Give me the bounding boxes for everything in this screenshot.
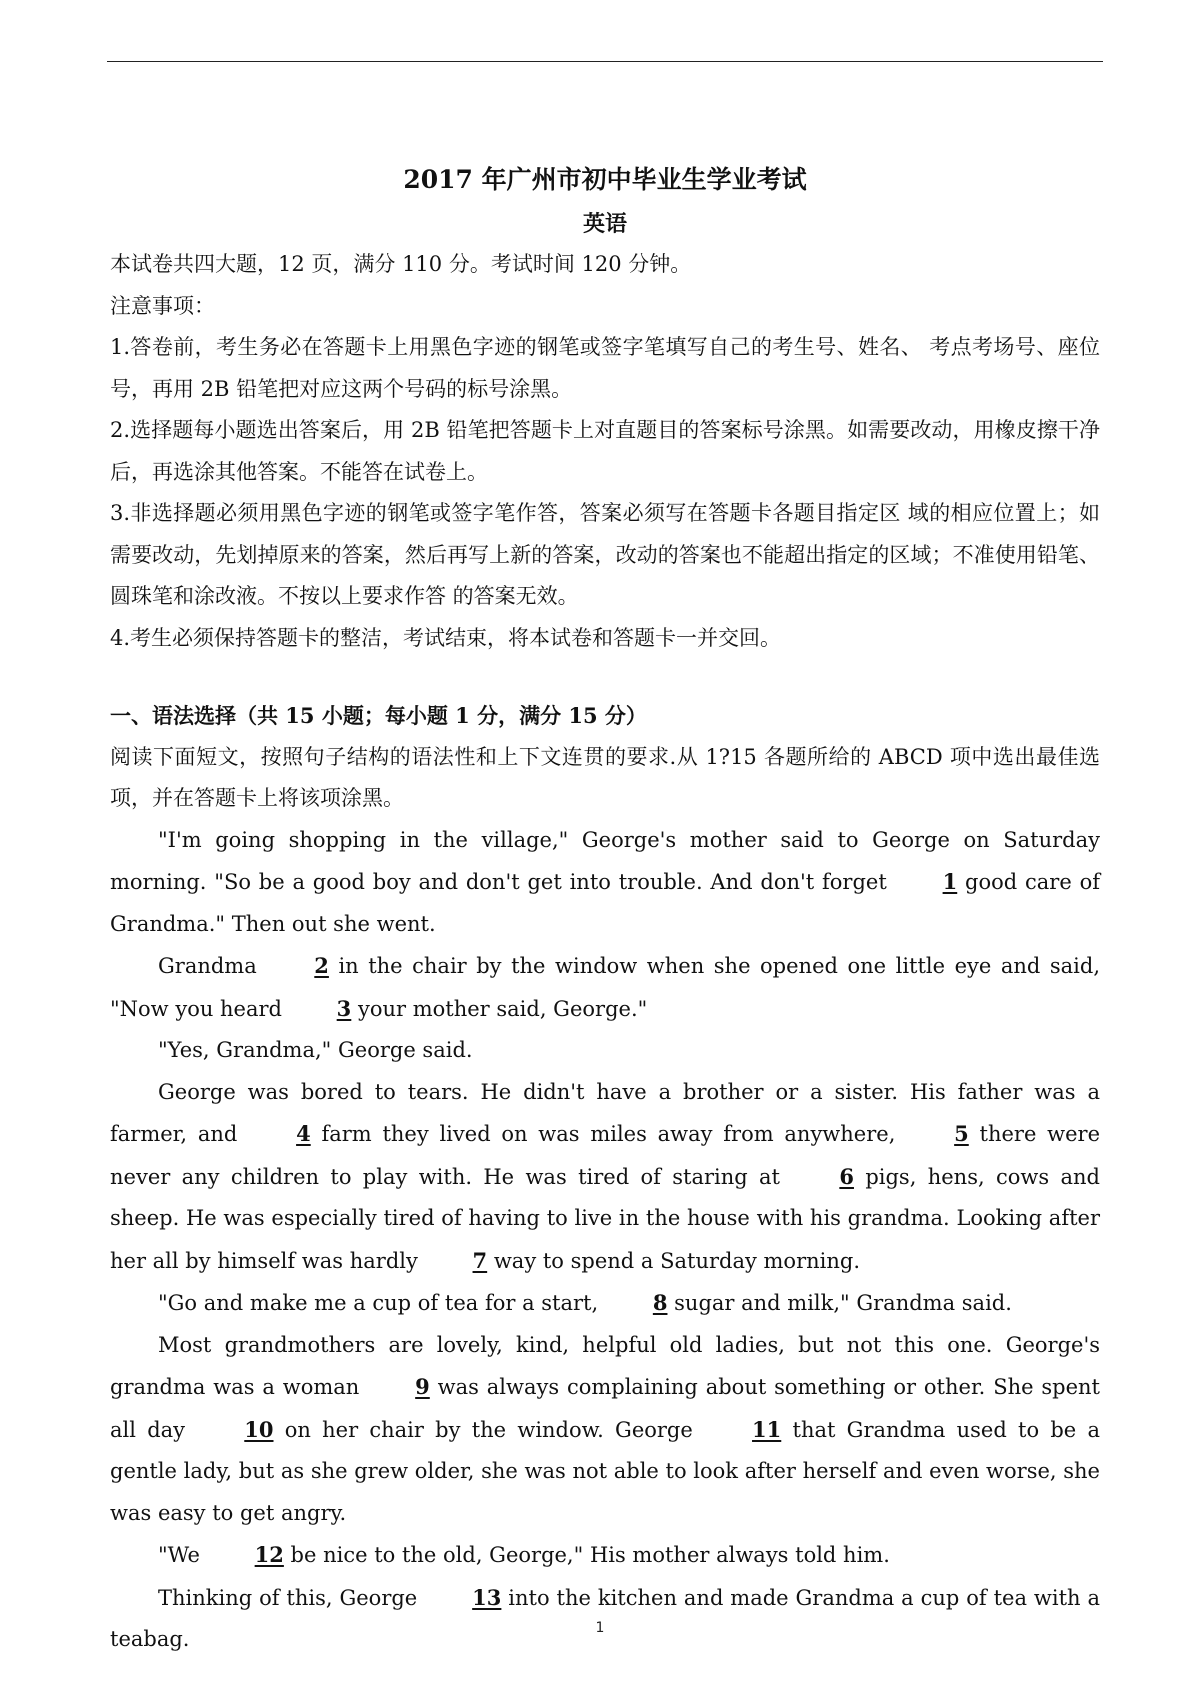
passage-text: Most grandmothers are lovely, kind, helpful old ladies, but not this one. George's grandma was a woman	[110, 1332, 1100, 1399]
passage-text: George was bored to tears. He didn't have a brother or a sister. His father was a farmer, and	[110, 1079, 1100, 1146]
passage-text: "I'm going shopping in the village," George's mother said to George on Saturday morning. "So be a good boy and don't get into trouble. And don't forget	[110, 827, 1100, 894]
blank-5: 5	[954, 1121, 969, 1146]
note-4: 4.考生必须保持答题卡的整洁，考试结束，将本试卷和答题卡一并交回。	[110, 625, 782, 650]
blank-13: 13	[472, 1584, 502, 1610]
blank-12: 12	[254, 1542, 284, 1567]
passage-text: "We	[158, 1543, 207, 1567]
blank-4: 4	[296, 1121, 311, 1146]
header-rule	[107, 61, 1103, 62]
blank-6: 6	[839, 1163, 854, 1189]
passage-text: on her chair by the window. George	[273, 1417, 705, 1442]
passage-text: good care of Grandma." Then out she went.	[110, 870, 1100, 936]
passage-paragraph	[110, 1325, 1100, 1535]
note-1: 1.答卷前，考生务必在答题卡上用黑色字迹的钢笔或签字笔填写自己的考生号、姓名、 考点考场号、座位号，再用 2B 铅笔把对应这两个号码的标号涂黑。	[110, 335, 1100, 401]
section-heading: 一、语法选择（共 15 小题；每小题 1 分，满分 15 分）	[110, 703, 647, 728]
passage-text: sugar and milk," Grandma said.	[667, 1291, 1012, 1315]
exam-summary: 本试卷共四大题，12 页，满分 110 分。考试时间 120 分钟。	[110, 252, 692, 276]
notice-label: 注意事项：	[110, 293, 215, 318]
passage-paragraph	[110, 945, 1100, 1030]
passage-text: way to spend a Saturday morning.	[487, 1248, 860, 1273]
passage-text: Grandma	[158, 954, 267, 978]
page-number: 1	[595, 1620, 605, 1636]
passage-paragraph: "Yes, Grandma," George said.	[158, 1038, 473, 1062]
passage-text: there were never any children to play with. He was tired of staring at	[110, 1122, 1101, 1189]
passage-text: was always complaining about something or other. She spent all day	[110, 1375, 1100, 1442]
blank-7: 7	[472, 1247, 488, 1273]
passage-text: pigs, hens, cows and sheep. He was especially tired of having to live in the house with his grandma. Looking after her all by himself was hardly	[110, 1164, 1100, 1273]
passage-text: Thinking of this, George	[158, 1585, 425, 1610]
passage-text: farm they lived on was miles away from anywhere,	[310, 1122, 907, 1146]
passage-text: your mother said, George."	[351, 996, 648, 1021]
note-2: 2.选择题每小题选出答案后，用 2B 铅笔把答题卡上对直题目的答案标号涂黑。如需要改动，用橡皮擦干净后，再选涂其他答案。不能答在试卷上。	[110, 418, 1100, 484]
exam-subject: 英语	[582, 211, 627, 237]
passage-text: be nice to the old, George," His mother always told him.	[283, 1543, 890, 1567]
passage-text: into the kitchen and made Grandma a cup of tea with a teabag.	[110, 1585, 1100, 1651]
passage-text: that Grandma used to be a gentle lady, but as she grew older, she was not able to look after herself and even worse, she was easy to get angry.	[110, 1417, 1100, 1525]
blank-2: 2	[314, 953, 329, 978]
passage-paragraph	[110, 1577, 1100, 1661]
exam-title: 2017 年广州市初中毕业生学业考试	[403, 165, 807, 194]
blank-1: 1	[942, 869, 958, 894]
passage-paragraph	[110, 1534, 1100, 1577]
blank-3: 3	[336, 995, 352, 1021]
note-3: 3.非选择题必须用黑色字迹的钢笔或签字笔作答，答案必须写在答题卡各题目指定区 域的相应位置上；如需要改动，先划掉原来的答案，然后再写上新的答案，改动的答案也不能超出指定的区域；不准使用铅笔、圆珠笔和涂改液。不按以上要求作答 的答案无效。	[110, 501, 1100, 608]
blank-11: 11	[752, 1416, 782, 1442]
passage-text: "Go and make me a cup of tea for a start,	[158, 1291, 605, 1315]
passage-paragraph	[110, 1282, 1100, 1325]
section-instruction: 阅读下面短文，按照句子结构的语法性和上下文连贯的要求.从 1?15 各题所给的 ABCD 项中选出最佳选项，并在答题卡上将该项涂黑。	[110, 744, 1100, 810]
blank-9: 9	[415, 1374, 430, 1399]
passage-paragraph	[110, 820, 1100, 946]
passage-text: in the chair by the window when she opened one little eye and said, "Now you heard	[110, 954, 1100, 1021]
blank-8: 8	[652, 1290, 668, 1315]
page-content	[110, 150, 1100, 1661]
blank-10: 10	[244, 1416, 274, 1442]
passage-paragraph	[110, 1072, 1100, 1283]
